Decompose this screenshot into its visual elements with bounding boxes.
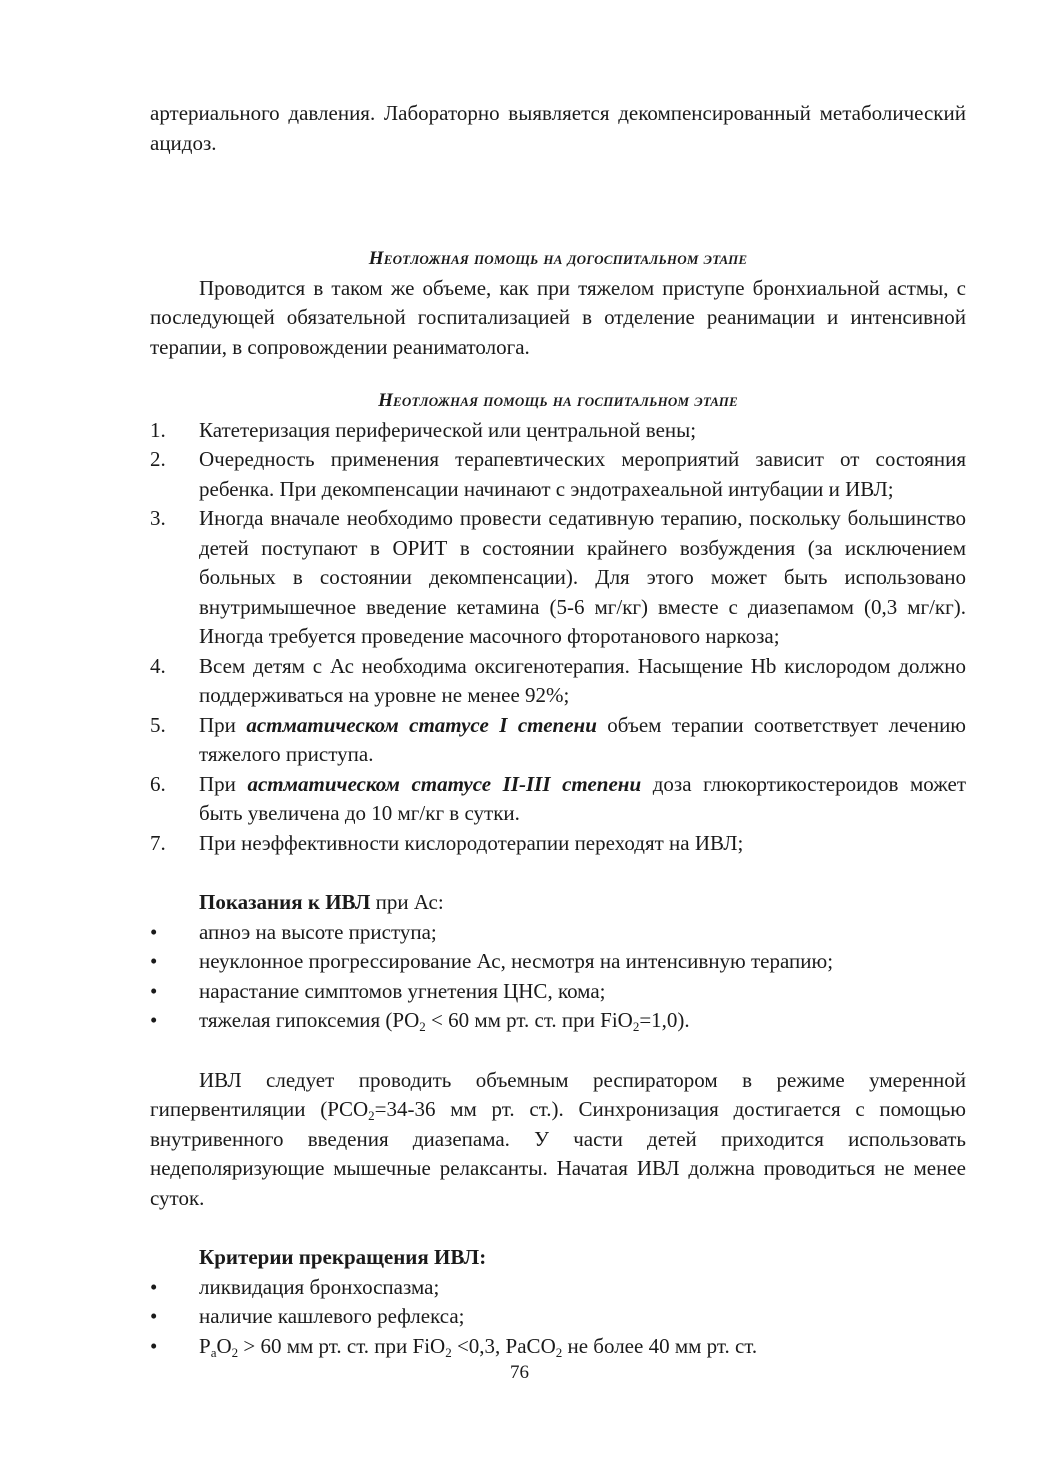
list-item-text: нарастание симптомов угнетения ЦНС, кома; [199,978,606,1003]
list-item-text-post: доза глюкортикостероидов может быть увеличена до 10 мг/кг в сутки. [199,771,967,825]
list-item-number: 3. [150,506,166,530]
list-item-text: наличие кашлевого рефлекса; [199,1304,465,1328]
bullet-marker: • [150,949,158,973]
bullet-marker: • [150,1274,158,1299]
list-item-text: Очередность применения терапевтических мероприятий зависит от состояния ребенка. При декомпенсации начинают с эндотрахеальной интубации и ИВЛ; [199,447,966,501]
list-item [150,711,966,770]
list-item [150,947,966,977]
list-item-text: Катетеризация периферической или центральной вены; [199,417,697,442]
page-number: 76 [510,1362,529,1383]
list-item-text: Иногда вначале необходимо провести седативную терапию, поскольку большинство детей поступают в ОРИТ в состоянии крайнего возбуждения (за исключением больных в состоянии декомпенсации). Для этого может быть использовано внутримышечное введение кетамина (5-6 мг/кг) вместе с диазепамом (0,3 мг/кг). Иногда требуется проведение масочного фторотанового наркоза; [199,506,966,648]
criteria-list [150,1273,966,1362]
list-item [150,416,966,446]
hypoxemia-text: тяжелая гипоксемия ($PO_2 < 60$ мм рт. ст. при FiO$_2$=1,0). [199,1008,690,1034]
bullet-marker: • [150,919,158,944]
ventilation-paragraph: ИВЛ следует проводить объемным респиратором в режиме умеренной гипервентиляции ($PCO_2=34-36$ мм рт. ст.). Синхронизация достигается с помощью внутривенного введения диазепама. У части детей приходится использовать недеполяризующие мышечные релаксанты. Начатая ИВЛ должна проводиться не менее суток. [150,1067,966,1210]
list-item [150,1302,966,1332]
list-item [150,918,966,948]
emphasis-text: астматическом статусе I степени [246,712,597,737]
criteria-heading: Критерии прекращения ИВЛ: [199,1245,487,1269]
list-item-text-post: объем терапии соответствует лечению тяжелого приступа. [199,712,966,766]
list-item-number: 5. [150,712,166,737]
list-item-text-pre: При [199,712,247,737]
emphasis-text: астматическом статусе II-III степени [247,771,642,796]
list-item-number: 7. [150,830,166,855]
intro-paragraph: артериального давления. Лабораторно выявляется декомпенсированный метаболический ацидоз. [150,101,966,155]
list-item [150,1273,966,1303]
blood-gas-criteria-text: $P_aO_2 > 60$ мм рт. ст. при FiO$_2$ <0,3, PaCO$_2$ не более 40 мм рт. ст. [199,1333,758,1360]
bullet-marker: • [150,1304,158,1328]
list-item [150,1006,966,1036]
bullet-marker: • [150,1008,158,1032]
list-item-number: 2. [150,447,166,471]
list-item [150,770,966,829]
list-item [150,977,966,1007]
indications-heading-rest: при Ас: [370,890,444,914]
bullet-marker: • [150,1333,158,1358]
hospital-heading: Неотложная помощь на госпитальном этапе [378,390,738,411]
list-item-text: При неэффективности кислородотерапии переходят на ИВЛ; [199,830,744,855]
list-item-number: 1. [150,417,166,442]
list-item-text: Всем детям с Ас необходима оксигенотерапия. Насыщение Hb кислородом должно поддерживаться на уровне не менее 92%; [199,653,966,707]
list-item [150,652,966,711]
list-item [150,829,966,859]
list-item [150,504,966,652]
list-item-text: ликвидация бронхоспазма; [199,1274,440,1299]
indications-heading [150,888,966,918]
bullet-marker: • [150,978,158,1003]
prehospital-heading: Неотложная помощь на догоспитальном этапе [368,248,748,269]
list-item-text-pre: При [199,771,248,796]
document-page [150,99,966,1361]
list-item-number: 4. [150,653,166,678]
hospital-steps-list [150,416,966,859]
prehospital-paragraph: Проводится в таком же объеме, как при тяжелом приступе бронхиальной астмы, с последующей обязательной госпитализацией в отделение реанимации и интенсивной терапии, в сопровождении реаниматолога. [150,275,966,359]
list-item-number: 6. [150,771,166,796]
indications-heading-bold: Показания к ИВЛ [199,890,371,914]
list-item-text: апноэ на высоте приступа; [199,919,437,944]
list-item-text: неуклонное прогрессирование Ас, несмотря на интенсивную терапию; [199,949,834,973]
indications-list [150,918,966,1036]
list-item [150,1332,966,1362]
list-item [150,445,966,504]
